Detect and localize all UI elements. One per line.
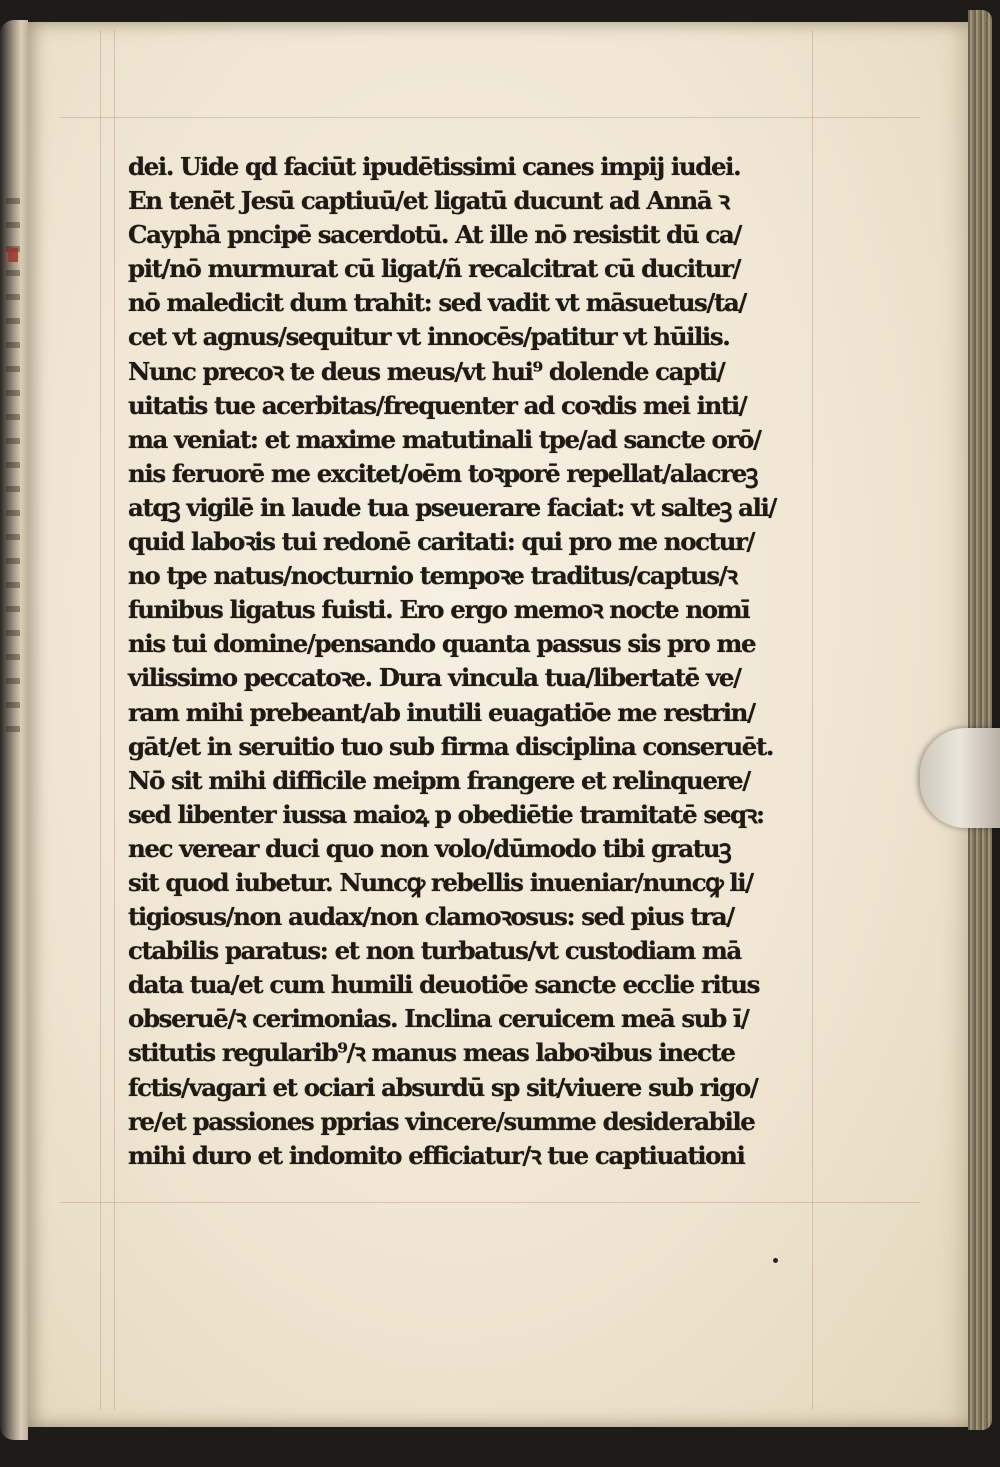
text-line: re/et passiones pprias vincere/summe desiderabile bbox=[128, 1106, 755, 1136]
margin-rule-top bbox=[60, 117, 920, 118]
text-line: dei. Uide qd faciūt ipudētissimi canes impij iudei. bbox=[128, 152, 741, 181]
signature-mark bbox=[773, 1258, 778, 1263]
text-line: sit quod iubetur. Nuncꝙ rebellis inueniar/nuncꝙ li/ bbox=[128, 867, 753, 897]
text-line: ma veniat: et maxime matutinali tpe/ad sancte orō/ bbox=[128, 424, 761, 454]
text-line: Nō sit mihi difficile meipm frangere et relinquere/ bbox=[128, 765, 750, 795]
text-line: tigiosus/non audax/non clamoꝛosus: sed pius tra/ bbox=[128, 902, 734, 932]
margin-rule-left-inner bbox=[114, 30, 115, 1410]
adjacent-page-edge bbox=[0, 20, 28, 1440]
page-block-edges bbox=[968, 10, 992, 1430]
text-line: uitatis tue acerbitas/frequenter ad coꝛdis mei inti/ bbox=[128, 390, 747, 420]
text-line: ctabilis paratus: et non turbatus/vt custodiam mā bbox=[128, 936, 741, 966]
text-line: atqꝫ vigilē in laude tua pseuerare faciat: vt salteꝫ ali/ bbox=[128, 492, 776, 522]
incunable-text-block bbox=[128, 150, 818, 1173]
text-line: nec verear duci quo non volo/dūmodo tibi gratuꝫ bbox=[128, 833, 731, 863]
margin-rule-left-outer bbox=[100, 30, 101, 1410]
margin-rule-bottom bbox=[60, 1202, 920, 1203]
text-line: funibus ligatus fuisti. Ero ergo memoꝛ nocte nomī bbox=[128, 595, 750, 625]
text-line: fctis/vagari et ociari absurdū sp sit/viuere sub rigo/ bbox=[128, 1072, 758, 1102]
text-line: nō maledicit dum trahit: sed vadit vt māsuetus/ta/ bbox=[128, 288, 746, 318]
text-line: sed libenter iussa maioꝝ p obediētie tramitatē seqꝛ: bbox=[128, 799, 764, 829]
adjacent-page-text-fragments bbox=[6, 180, 20, 740]
text-line: vilissimo peccatoꝛe. Dura vincula tua/libertatē ve/ bbox=[128, 663, 741, 693]
adjacent-page-rubric-mark bbox=[8, 248, 18, 262]
text-line: nis feruorē me excitet/oēm toꝛporē repellat/alacreꝫ bbox=[128, 458, 757, 488]
text-line: gāt/et in seruitio tuo sub firma disciplina conseruēt. bbox=[128, 731, 774, 761]
text-line: nis tui domine/pensando quanta passus sis pro me bbox=[128, 629, 756, 659]
text-line: quid laboꝛis tui redonē caritati: qui pro me noctur/ bbox=[128, 527, 755, 557]
text-line: cet vt agnus/sequitur vt innocēs/patitur vt hūilis. bbox=[128, 322, 730, 352]
text-line: stitutis regularib⁹/ꝛ manus meas laboꝛibus inecte bbox=[128, 1038, 735, 1068]
text-line: no tpe natus/nocturnio tempoꝛe traditus/captus/ꝛ bbox=[128, 561, 737, 591]
text-line: Cayphā pncipē sacerdotū. At ille nō resistit dū ca/ bbox=[128, 220, 741, 250]
text-line: pit/nō murmurat cū ligat/ñ recalcitrat cū ducitur/ bbox=[128, 254, 741, 284]
text-line: Nunc precoꝛ te deus meus/vt hui⁹ dolende capti/ bbox=[128, 356, 725, 386]
text-line: obseruē/ꝛ cerimonias. Inclina ceruicem meā sub ī/ bbox=[128, 1004, 749, 1034]
page-clamp bbox=[920, 728, 1000, 828]
text-line: En tenēt Jesū captiuū/et ligatū ducunt ad Annā ꝛ bbox=[128, 186, 729, 216]
text-line: data tua/et cum humili deuotiōe sancte ecclie ritus bbox=[128, 970, 759, 1000]
text-line: ram mihi prebeant/ab inutili euagatiōe me restrin/ bbox=[128, 697, 755, 727]
text-line: mihi duro et indomito efficiatur/ꝛ tue captiuationi bbox=[128, 1140, 745, 1170]
